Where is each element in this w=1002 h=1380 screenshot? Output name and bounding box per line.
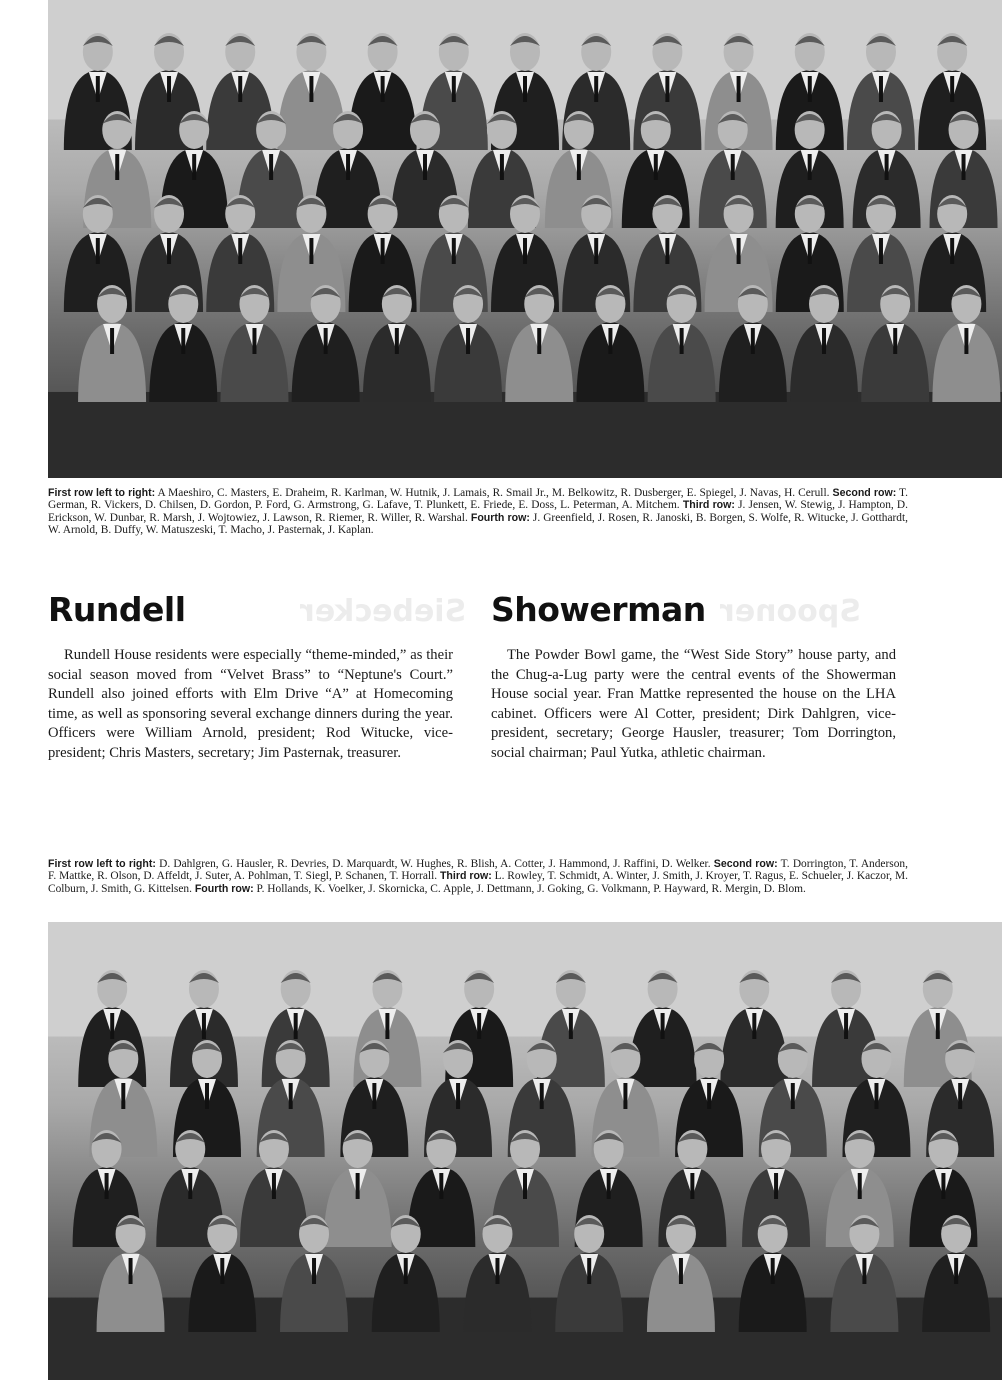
caption-row-label: Third row: [439, 870, 492, 883]
show-through-ghost-text: Siebecker [300, 594, 467, 629]
photo-caption-bottom [48, 858, 908, 895]
caption-row-names: L. Rowley, T. Schmidt, A. Winter, J. Smith, J. Kroyer, T. Ragus, E. Schueler, J. Kaczor, M. Colburn, J. Smith, G. Kittelsen. [48, 870, 908, 895]
photo-caption-top [48, 487, 908, 537]
caption-row-label: First row left to right: [48, 858, 156, 870]
rundell-heading: Rundell [48, 590, 186, 629]
caption-row-label: Fourth row: [470, 511, 530, 524]
group-photo-top [48, 0, 1002, 478]
rundell-paragraph: Rundell House residents were especially “theme-minded,” as their social season moved from “Velvet Brass” to “Neptune's Court.” Rundell also joined efforts with Elm Drive “A” at Homecoming time, as well as sponsoring several exchange dinners during the year. Officers were William Arnold, president; Rod Witucke, vice-president; Chris Masters, secretary; Jim Pasternak, treasurer. [48, 647, 453, 761]
caption-row-names: P. Hollands, K. Voelker, J. Skornicka, C. Apple, J. Dettmann, J. Goking, G. Volkmann, P. Hayward, R. Mergin, D. Blom. [256, 882, 806, 895]
photo-bench [48, 392, 1002, 478]
caption-row-names: T. Dorrington, T. Anderson, F. Mattke, R. Olson, D. Affeldt, J. Suter, A. Pohlman, T. Siegl, P. Schanen, T. Horrall. [48, 858, 908, 883]
caption-row-names: J. Jensen, W. Stewig, J. Hampton, D. Erickson, W. Dunbar, R. Marsh, J. Wojtowiez, J. Lawson, R. Riemer, R. Willer, R. Warshal. [48, 499, 908, 524]
caption-row-label: Third row: [682, 499, 735, 512]
caption-row-names: J. Greenfield, J. Rosen, R. Janoski, B. Borgen, S. Wolfe, R. Witucke, J. Gotthardt, W. Arnold, B. Duffy, W. Matuszeski, T. Macho, J. Pasternak, J. Kaplan. [48, 511, 909, 537]
caption-row-names: D. Dahlgren, G. Hausler, R. Devries, D. Marquardt, W. Hughes, R. Blish, A. Cotter, J. Hammond, J. Raffini, D. Welker. [159, 858, 711, 870]
caption-row-label: Second row: [832, 487, 897, 499]
group-photo-bottom [48, 922, 1002, 1380]
showerman-heading: Showerman [491, 590, 706, 629]
caption-row-label: First row left to right: [48, 487, 156, 499]
showerman-paragraph: The Powder Bowl game, the “West Side Story” house party, and the Chug-a-Lug party were the central events of the Showerman House social year. Fran Mattke represented the house on the LHA cabinet. Officers were Al Cotter, president; Dirk Dahlgren, vice-president, secretary; George Hausler, treasurer; Tom Dorrington, social chairman; Paul Yutka, athletic chairman. [491, 647, 896, 761]
caption-row-names: T. German, R. Vickers, D. Chilsen, D. Gordon, P. Ford, G. Armstrong, G. Lafave, T. Plunkett, E. Friede, E. Doss, L. Peterman, A. Mitchem. [48, 487, 909, 512]
show-through-ghost-text: Spooner [720, 594, 861, 629]
group-photo-bottom-figures [48, 922, 1002, 1380]
caption-row-label: Fourth row: [194, 882, 254, 895]
group-photo-top-figures [48, 0, 1002, 478]
caption-row-names: A Maeshiro, C. Masters, E. Draheim, R. Karlman, W. Hutnik, J. Lamais, R. Smail Jr., M. Belkowitz, R. Dusberger, E. Spiegel, J. Navas, H. Cerull. [157, 487, 830, 499]
caption-row-label: Second row: [713, 858, 778, 870]
